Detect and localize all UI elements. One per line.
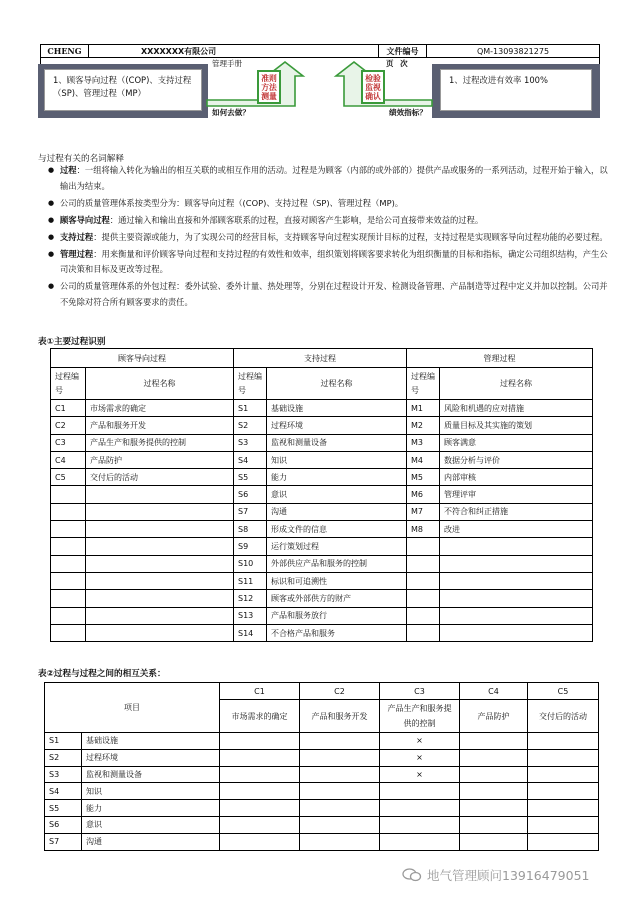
relation-mark — [220, 816, 300, 833]
process-code — [407, 590, 440, 607]
process-code: S4 — [234, 451, 267, 468]
caption-kpi: 绩效指标？ — [389, 108, 427, 117]
relation-mark — [460, 783, 528, 800]
process-name — [86, 590, 234, 607]
process-identification-table — [50, 348, 593, 642]
row-name: 过程环境 — [82, 749, 220, 766]
relation-mark — [300, 749, 380, 766]
relation-mark — [528, 766, 599, 783]
col-name: 产品防护 — [460, 700, 528, 733]
process-code: S2 — [234, 417, 267, 434]
diagram-left-text: 1、顾客导向过程（(COP)、支持过程（SP)、管理过程（MP） — [44, 69, 202, 111]
process-code — [51, 624, 86, 641]
process-name: 意识 — [267, 486, 407, 503]
process-name: 标识和可追溯性 — [267, 572, 407, 589]
manual-title: 管理手册 — [212, 59, 242, 68]
relation-mark — [220, 833, 300, 850]
definition-term: 过程 — [60, 165, 77, 175]
table-row — [45, 733, 599, 750]
table-row — [45, 766, 599, 783]
row-name: 知识 — [82, 783, 220, 800]
document-header — [40, 44, 600, 58]
definition-text: 公司的质量管理体系按类型分为：顾客导向过程（(COP)、支持过程（SP)、管理过程（MP)。 — [60, 197, 404, 208]
group-header: 管理过程 — [407, 349, 593, 368]
process-name — [86, 521, 234, 538]
process-name: 形成文件的信息 — [267, 521, 407, 538]
process-code — [407, 607, 440, 624]
relation-mark — [528, 783, 599, 800]
relation-mark — [380, 783, 460, 800]
process-name: 市场需求的确定 — [86, 400, 234, 417]
process-name — [440, 538, 593, 555]
item-header: 项目 — [45, 683, 220, 733]
row-code: S2 — [45, 749, 82, 766]
process-name: 顾客满意 — [440, 434, 593, 451]
relation-mark: × — [380, 766, 460, 783]
process-code: S9 — [234, 538, 267, 555]
process-relation-table — [44, 682, 599, 851]
page-label: 页 次 — [386, 59, 410, 68]
table-row — [51, 469, 593, 486]
process-name: 运行策划过程 — [267, 538, 407, 555]
process-code: S5 — [234, 469, 267, 486]
company-name: XXXXXXX有限公司 — [89, 45, 379, 57]
process-name — [86, 555, 234, 572]
definition-term: 顾客导向过程 — [60, 214, 110, 225]
process-name: 产品和服务开发 — [86, 417, 234, 434]
process-name: 基础设施 — [267, 400, 407, 417]
row-code: S3 — [45, 766, 82, 783]
process-code: C5 — [51, 469, 86, 486]
col-name: 交付后的活动 — [528, 700, 599, 733]
table-row — [51, 521, 593, 538]
process-name: 知识 — [267, 451, 407, 468]
process-name: 数据分析与评价 — [440, 451, 593, 468]
row-code: S5 — [45, 800, 82, 817]
definition-item: ● 支持过程：提供主要资源或能力，为了实现公司的经营目标，支持顾客导向过程实现预计目标的过程，支持过程是实现顾客导向过程功能的必要过程。 — [48, 230, 614, 246]
relation-mark — [220, 766, 300, 783]
table-row — [51, 486, 593, 503]
process-name — [86, 624, 234, 641]
section-title: 与过程有关的名词解释 — [38, 154, 124, 164]
relation-mark — [220, 733, 300, 750]
table-row — [51, 572, 593, 589]
relation-mark: × — [380, 733, 460, 750]
caption-how: 如何去做？ — [212, 108, 250, 117]
relation-mark — [460, 733, 528, 750]
row-name: 监视和测量设备 — [82, 766, 220, 783]
table-row — [51, 400, 593, 417]
row-name: 沟通 — [82, 833, 220, 850]
relation-mark — [528, 833, 599, 850]
process-code — [407, 538, 440, 555]
process-code — [51, 590, 86, 607]
relation-mark — [460, 800, 528, 817]
code-header: 过程编号 — [407, 368, 440, 400]
definition-text: 公司的质量管理体系的外包过程：委外试验、委外计量、热处理等，分别在过程设计开发、检测设备管理、产品制造等过程中定义并加以控制。公司并不免除对符合所有顾客要求的责任。 — [60, 281, 608, 307]
process-code: C3 — [51, 434, 86, 451]
process-code — [51, 486, 86, 503]
process-name — [86, 538, 234, 555]
process-name: 产品和服务放行 — [267, 607, 407, 624]
definition-item: ● 管理过程：用来衡量和评价顾客导向过程和支持过程的有效性和效率，组织策划将顾客要求转化为组织衡量的目标和指标，确定公司组织结构，产生公司决策和目标及更改等过程。 — [48, 247, 614, 278]
code-header: 过程编号 — [51, 368, 86, 400]
row-code: S7 — [45, 833, 82, 850]
table-row — [45, 749, 599, 766]
inspect-monitor-verify-box: 检验 监视 确认 — [361, 70, 385, 104]
group-header: 支持过程 — [234, 349, 407, 368]
relation-mark — [300, 766, 380, 783]
definition-item: ● 过程：一组将输入转化为输出的相互关联的或相互作用的活动。过程是为顾客（内部的或外部的）提供产品或服务的一系列活动，过程开始于输入，以输出为结束。 — [48, 163, 614, 194]
process-code: M2 — [407, 417, 440, 434]
table-row — [51, 503, 593, 520]
process-name: 管理评审 — [440, 486, 593, 503]
process-name — [440, 555, 593, 572]
col-code: C3 — [380, 683, 460, 700]
definition-text: 提供主要资源或能力，为了实现公司的经营目标，支持顾客导向过程实现预计目标的过程，支持过程是实现顾客导向过程功能的必要过程。 — [101, 231, 608, 242]
table-row — [51, 417, 593, 434]
table-row — [51, 434, 593, 451]
process-name: 产品生产和服务提供的控制 — [86, 434, 234, 451]
process-name: 不合格产品和服务 — [267, 624, 407, 641]
process-code: M7 — [407, 503, 440, 520]
process-name: 交付后的活动 — [86, 469, 234, 486]
criteria-method-measure-box: 准则 方法 测量 — [257, 70, 281, 104]
relation-mark — [380, 833, 460, 850]
relation-mark — [460, 766, 528, 783]
code-header: 过程编号 — [234, 368, 267, 400]
col-code: C5 — [528, 683, 599, 700]
doc-number: QM-13093821275 — [476, 46, 550, 56]
relation-mark — [460, 749, 528, 766]
process-code — [407, 572, 440, 589]
table-row — [51, 624, 593, 641]
relation-mark — [300, 800, 380, 817]
process-code: M8 — [407, 521, 440, 538]
process-code: S10 — [234, 555, 267, 572]
group-header: 顾客导向过程 — [51, 349, 234, 368]
process-name — [86, 572, 234, 589]
relation-mark: × — [380, 749, 460, 766]
table2-title: 表②过程与过程之间的相互关系： — [38, 669, 166, 679]
wechat-icon — [402, 868, 422, 882]
row-name: 基础设施 — [82, 733, 220, 750]
process-name — [440, 607, 593, 624]
process-code: S1 — [234, 400, 267, 417]
table-row — [45, 800, 599, 817]
process-name: 沟通 — [267, 503, 407, 520]
table-row — [45, 783, 599, 800]
process-name: 监视和测量设备 — [267, 434, 407, 451]
relation-mark — [460, 816, 528, 833]
process-code: S13 — [234, 607, 267, 624]
row-code: S1 — [45, 733, 82, 750]
relation-mark — [300, 783, 380, 800]
process-code — [407, 555, 440, 572]
table1-title: 表①主要过程识别 — [38, 337, 106, 347]
process-code: C1 — [51, 400, 86, 417]
relation-mark — [300, 816, 380, 833]
relation-mark — [528, 800, 599, 817]
process-name — [86, 607, 234, 624]
definition-item — [48, 196, 614, 212]
row-name: 能力 — [82, 800, 220, 817]
process-code: M6 — [407, 486, 440, 503]
table-row — [51, 590, 593, 607]
process-name: 能力 — [267, 469, 407, 486]
process-code: S11 — [234, 572, 267, 589]
col-name: 产品和服务开发 — [300, 700, 380, 733]
process-name — [440, 590, 593, 607]
definition-term: 管理过程 — [60, 248, 94, 259]
process-code — [51, 538, 86, 555]
name-header: 过程名称 — [86, 368, 234, 400]
definition-text: 一组将输入转化为输出的相互关联的或相互作用的活动。过程是为顾客（内部的或外部的）提供产品或服务的一系列活动，过程开始于输入，以输出为结束。 — [60, 165, 608, 191]
process-name: 不符合和纠正措施 — [440, 503, 593, 520]
definition-item — [48, 279, 614, 310]
table-row — [45, 833, 599, 850]
process-name — [86, 486, 234, 503]
definition-item: ● 顾客导向过程：通过输入和输出直接和外部顾客联系的过程，直接对顾客产生影响，是给公司直接带来效益的过程。 — [48, 213, 614, 229]
row-name: 意识 — [82, 816, 220, 833]
name-header: 过程名称 — [267, 368, 407, 400]
watermark-text: 地气管理顾问13916479051 — [427, 868, 590, 883]
process-code — [51, 521, 86, 538]
process-code: S6 — [234, 486, 267, 503]
definition-list — [48, 163, 614, 312]
process-code — [51, 503, 86, 520]
relation-mark — [380, 800, 460, 817]
process-code: C2 — [51, 417, 86, 434]
process-name: 质量目标及其实施的策划 — [440, 417, 593, 434]
relation-mark — [528, 733, 599, 750]
process-code: M1 — [407, 400, 440, 417]
name-header: 过程名称 — [440, 368, 593, 400]
process-name: 风险和机遇的应对措施 — [440, 400, 593, 417]
process-code — [407, 624, 440, 641]
col-name: 产品生产和服务提供的控制 — [380, 700, 460, 733]
process-code: S14 — [234, 624, 267, 641]
process-code — [51, 555, 86, 572]
table-row — [51, 607, 593, 624]
diagram-right-text: 1、过程改进有效率 100% — [440, 69, 592, 111]
col-name: 市场需求的确定 — [220, 700, 300, 733]
relation-mark — [220, 800, 300, 817]
process-name — [86, 503, 234, 520]
process-name: 外部供应产品和服务的控制 — [267, 555, 407, 572]
process-code: M4 — [407, 451, 440, 468]
process-code: S12 — [234, 590, 267, 607]
process-code: S8 — [234, 521, 267, 538]
doc-number-label: 文件编号 — [379, 45, 427, 57]
process-code — [51, 607, 86, 624]
definition-text: 用来衡量和评价顾客导向过程和支持过程的有效性和效率，组织策划将顾客要求转化为组织衡量的目标和指标，确定公司组织结构，产生公司决策和目标及更改等过程。 — [60, 248, 608, 274]
row-code: S4 — [45, 783, 82, 800]
table-row — [51, 555, 593, 572]
relation-mark — [300, 733, 380, 750]
process-name: 内部审核 — [440, 469, 593, 486]
process-code: M5 — [407, 469, 440, 486]
watermark — [402, 866, 589, 884]
relation-mark — [528, 749, 599, 766]
relation-mark — [220, 749, 300, 766]
process-code: S3 — [234, 434, 267, 451]
definition-term: 支持过程 — [60, 231, 94, 242]
process-name: 顾客或外部供方的财产 — [267, 590, 407, 607]
relation-mark — [300, 833, 380, 850]
process-code: C4 — [51, 451, 86, 468]
process-code — [51, 572, 86, 589]
col-code: C4 — [460, 683, 528, 700]
brand-label: CHENG — [41, 45, 89, 57]
process-name: 产品防护 — [86, 451, 234, 468]
process-name — [440, 624, 593, 641]
process-name — [440, 572, 593, 589]
table-row — [51, 538, 593, 555]
col-code: C1 — [220, 683, 300, 700]
relation-mark — [460, 833, 528, 850]
table-row — [51, 451, 593, 468]
definition-text: 通过输入和输出直接和外部顾客联系的过程，直接对顾客产生影响，是给公司直接带来效益的过程。 — [118, 214, 484, 225]
process-name: 过程环境 — [267, 417, 407, 434]
col-code: C2 — [300, 683, 380, 700]
table-row — [45, 816, 599, 833]
process-name: 改进 — [440, 521, 593, 538]
relation-mark — [380, 816, 460, 833]
process-code: S7 — [234, 503, 267, 520]
relation-mark — [220, 783, 300, 800]
relation-mark — [528, 816, 599, 833]
row-code: S6 — [45, 816, 82, 833]
process-code: M3 — [407, 434, 440, 451]
